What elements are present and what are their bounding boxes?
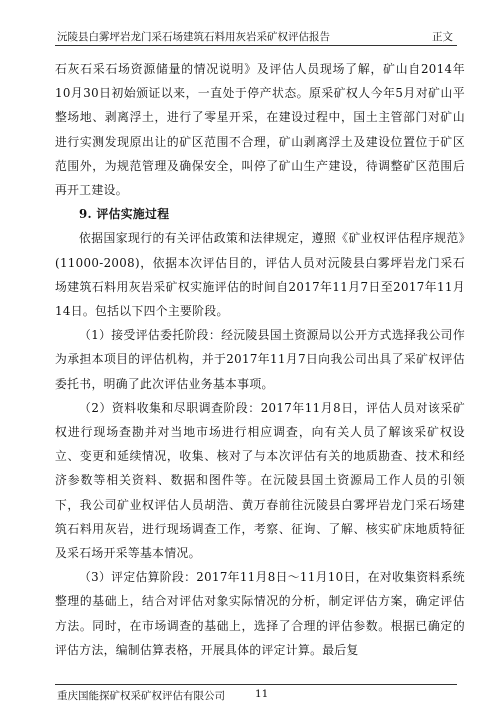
document-body: [55, 57, 465, 662]
company-name: 重庆国能探矿权采矿权评估有限公司: [57, 690, 225, 702]
page-header: [55, 27, 457, 46]
page-number: 11: [255, 688, 269, 700]
report-title: 沅陵县白雾坪岩龙门采石场建筑石料用灰岩采矿权评估报告: [57, 31, 330, 43]
page-footer: [55, 684, 457, 705]
paragraph-intro: 依据国家现行的有关评估政策和法律规定，遵照《矿业权评估程序规范》(11000-2008)，依据本次评估目的，评估人员对沅陵县白雾坪岩龙门采石场建筑石料用灰岩采矿权实施评估的时间自2017年11月7日至2017年11月14日。包括以下四个主要阶段。: [55, 231, 465, 319]
paragraph-continued: 石灰石采石场资源储量的情况说明》及评估人员现场了解，矿山自2014年10月30日初始颁证以来，一直处于停产状态。原采矿权人今年5月对矿山平整场地、剥离浮土，进行了零星开采，在建设过程中，国土主管部门对矿山进行实测发现原出让的矿区范围不合理，矿山剥离浮土及建设位置位于矿区范围外，为规范管理及确保安全，叫停了矿山生产建设，待调整矿区范围后再开工建设。: [55, 62, 465, 198]
section-label: 正文: [432, 31, 453, 43]
paragraph-stage-2: （2）资料收集和尽职调查阶段：2017年11月8日，评估人员对该采矿权进行现场查勘并对当地市场进行相应调查，向有关人员了解该采矿权设立、变更和延续情况，收集、核对了与本次评估有关的地质勘查、技术和经济参数等相关资料、数据和图件等。在沅陵县国土资源局工作人员的引领下，我公司矿业权评估人员胡浩、黄万春前往沅陵县白雾坪岩龙门采石场建筑石料用灰岩，进行现场调查工作，考察、征询、了解、核实矿床地质特征及采石场开采等基本情况。: [55, 400, 465, 561]
paragraph-stage-3: （3）评定估算阶段：2017年11月8日～11月10日，在对收集资料系统整理的基础上，结合对评估对象实际情况的分析，制定评估方案，确定评估方法。同时，在市场调查的基础上，选择了合理的评估参数。根据已确定的评估方法，编制估算表格，开展具体的评定计算。最后复: [55, 570, 465, 657]
paragraph-stage-1: （1）接受评估委托阶段：经沅陵县国土资源局以公开方式选择我公司作为承担本项目的评估机构，并于2017年11月7日向我公司出具了采矿权评估委托书，明确了此次评估业务基本事项。: [55, 328, 465, 391]
section-heading: 9. 评估实施过程: [79, 207, 170, 222]
